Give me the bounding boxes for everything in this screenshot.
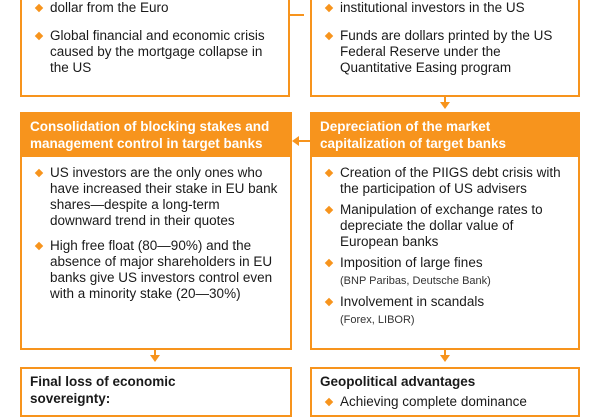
list-item-text: US investors are the only ones who have increased their stake in EU bank shares—despite a long-term downward trend in their quotes <box>50 165 278 228</box>
list-item-text: Achieving complete dominance <box>340 394 527 409</box>
consolidation-box <box>20 112 292 350</box>
diamond-bullet-icon <box>325 4 333 12</box>
list-item <box>322 294 570 328</box>
diamond-bullet-icon <box>325 206 333 214</box>
diamond-bullet-icon <box>35 169 43 177</box>
diamond-bullet-icon <box>325 32 333 40</box>
list-item-text: Global financial and economic crisis caused by the mortgage collapse in the US <box>50 28 265 75</box>
list-item-note: (Forex, LIBOR) <box>340 314 415 326</box>
arrow-down-icon <box>150 355 160 362</box>
arrow-down-icon <box>440 355 450 362</box>
list-item <box>322 202 570 250</box>
list-item <box>322 0 570 16</box>
consolidation-list <box>22 157 290 302</box>
arrow-left-icon <box>292 136 299 146</box>
top-right-box <box>310 0 580 97</box>
list-item-text: Involvement in scandals <box>340 294 485 309</box>
list-item-text: Imposition of large fines <box>340 255 483 270</box>
list-item-text: Manipulation of exchange rates to depreciate the dollar value of European banks <box>340 202 543 249</box>
list-item-text: High free float (80—90%) and the absence of major shareholders in EU banks give US investors control even with a minority stake (20—30%) <box>50 238 273 301</box>
list-item-text: Creation of the PIIGS debt crisis with the participation of US advisers <box>340 165 561 196</box>
list-item-text: Funds are dollars printed by the US Federal Reserve under the Quantitative Easing program <box>340 28 553 75</box>
consolidation-title: Consolidation of blocking stakes and management control in target banks <box>22 114 290 157</box>
arrow-down-icon <box>440 102 450 109</box>
connector-line <box>290 14 304 16</box>
sovereignty-box <box>20 367 292 417</box>
diamond-bullet-icon <box>35 4 43 12</box>
top-left-list <box>32 0 280 76</box>
depreciation-box <box>310 112 580 350</box>
list-item <box>322 28 570 76</box>
diamond-bullet-icon <box>325 259 333 267</box>
list-item <box>322 165 570 197</box>
list-item-text: institutional investors in the US <box>340 0 525 15</box>
diamond-bullet-icon <box>35 242 43 250</box>
connector-line <box>298 140 310 142</box>
depreciation-title: Depreciation of the market capitalization of target banks <box>312 114 578 157</box>
sovereignty-title: Final loss of economic sovereignty: <box>30 374 176 406</box>
list-item-text: dollar from the Euro <box>50 0 169 15</box>
depreciation-list <box>312 157 578 328</box>
diamond-bullet-icon <box>35 32 43 40</box>
list-item <box>322 255 570 289</box>
list-item <box>32 0 280 16</box>
top-left-box <box>20 0 290 97</box>
diamond-bullet-icon <box>325 398 333 406</box>
list-item <box>32 238 282 302</box>
list-item <box>322 394 570 410</box>
diamond-bullet-icon <box>325 298 333 306</box>
geopolitical-box <box>310 367 580 417</box>
list-item-note: (BNP Paribas, Deutsche Bank) <box>340 275 491 287</box>
top-right-list <box>322 0 570 76</box>
diamond-bullet-icon <box>325 169 333 177</box>
geopolitical-title: Geopolitical advantages <box>320 374 476 389</box>
geopolitical-list <box>312 390 578 410</box>
list-item <box>32 28 280 76</box>
list-item <box>32 165 282 229</box>
